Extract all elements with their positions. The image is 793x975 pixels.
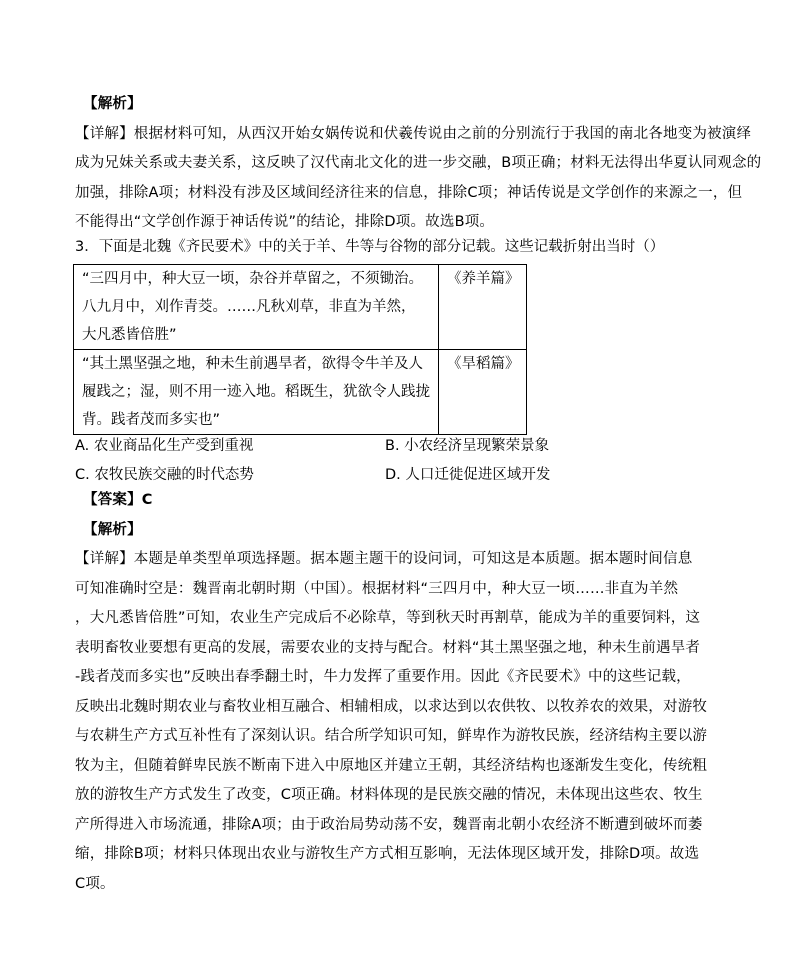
- material-row: [74, 350, 527, 435]
- detail-line: C项。: [75, 875, 115, 892]
- section1-analysis: [75, 90, 762, 238]
- question-3-stem: [75, 235, 725, 265]
- detail-line: 反映出北魏时期农业与畜牧业相互融合、相辅相成，以求达到以农供牧、以牧养农的效果，对游牧: [75, 698, 708, 715]
- question-stem: 3．下面是北魏《齐民要术》中的关于羊、牛等与谷物的部分记载。这些记载折射出当时（）: [75, 239, 665, 255]
- question-3-analysis: [75, 486, 725, 899]
- material-source: 《旱稻篇》: [439, 350, 527, 435]
- material-text: “其土黑坚强之地，种未生前遇旱者，欲得令牛羊及人 履践之；湿，则不用一迹入地。稻既生，犹欲令人践拢 背。践者茂而多实也”: [74, 350, 439, 435]
- option-c: C. 农牧民族交融的时代态势: [75, 467, 254, 483]
- material-row: [74, 265, 527, 350]
- material-source: 《养羊篇》: [439, 265, 527, 350]
- detail-line: 牧为主，但随着鲜卑民族不断南下进入中原地区并建立王朝，其经济结构也逐渐发生变化，传统粗: [75, 757, 708, 774]
- detail-line: 成为兄妹关系或夫妻关系，这反映了汉代南北文化的进一步交融，B项正确；材料无法得出华夏认同观念的: [75, 155, 762, 171]
- detail-line: 缩，排除B项；材料只体现出农业与游牧生产方式相互影响，无法体现区域开发，排除D项。故选: [75, 846, 700, 862]
- detail-line: 可知准确时空是：魏晋南北朝时期（中国）。根据材料“三四月中，种大豆一顷……非直为羊然: [75, 580, 679, 597]
- option-d: D. 人口迁徙促进区域开发: [385, 467, 551, 483]
- analysis-label: 【解析】: [83, 521, 142, 538]
- detail-line: 产所得进入市场流通，排除A项；由于政治局势动荡不安，魏晋南北朝小农经济不断遭到破坏而萎: [75, 816, 703, 833]
- material-text: “三四月中，种大豆一顷，杂谷并草留之，不须锄治。 八九月中，刈作青茭。……凡秋刈草，非直为羊然， 大凡悉皆倍胜”: [74, 265, 439, 350]
- detail-line: 放的游牧生产方式发生了改变，C项正确。材料体现的是民族交融的情况，未体现出这些农、牧生: [75, 787, 703, 803]
- materials-table: [73, 264, 527, 435]
- detail-line: 不能得出“文学创作源于神话传说”的结论，排除D项。故选B项。: [75, 214, 495, 230]
- detail-line: -践者茂而多实也”反映出春季翻土时，牛力发挥了重要作用。因此《齐民要术》中的这些记载，: [75, 669, 691, 685]
- detail-line: ，大凡悉皆倍胜”可知，农业生产完成后不必除草，等到秋天时再割草，能成为羊的重要饲料，这: [75, 610, 701, 626]
- detail-line: 加强，排除A项；材料没有涉及区域间经济往来的信息，排除C项；神话传说是文学创作的来源之一，但: [75, 184, 743, 201]
- option-a: A. 农业商品化生产受到重视: [75, 438, 254, 454]
- detail-line: 表明畜牧业要想有更高的发展，需要农业的支持与配合。材料“其土黑坚强之地，种未生前遇旱者: [75, 639, 701, 656]
- analysis-label: 【解析】: [83, 96, 142, 112]
- detail-line: 【详解】本题是单类型单项选择题。据本题主题干的设问词，可知这是本质题。据本题时间信息: [75, 551, 693, 567]
- option-b: B. 小农经济呈现繁荣景象: [385, 438, 550, 454]
- answer-label: 【答案】C: [83, 492, 153, 508]
- detail-line: 与农耕生产方式互补性有了深刻认识。结合所学知识可知，鲜卑作为游牧民族，经济结构主要以游: [75, 728, 708, 744]
- detail-line: 【详解】根据材料可知，从西汉开始女娲传说和伏羲传说由之前的分别流行于我国的南北各地变为被演绎: [75, 125, 752, 142]
